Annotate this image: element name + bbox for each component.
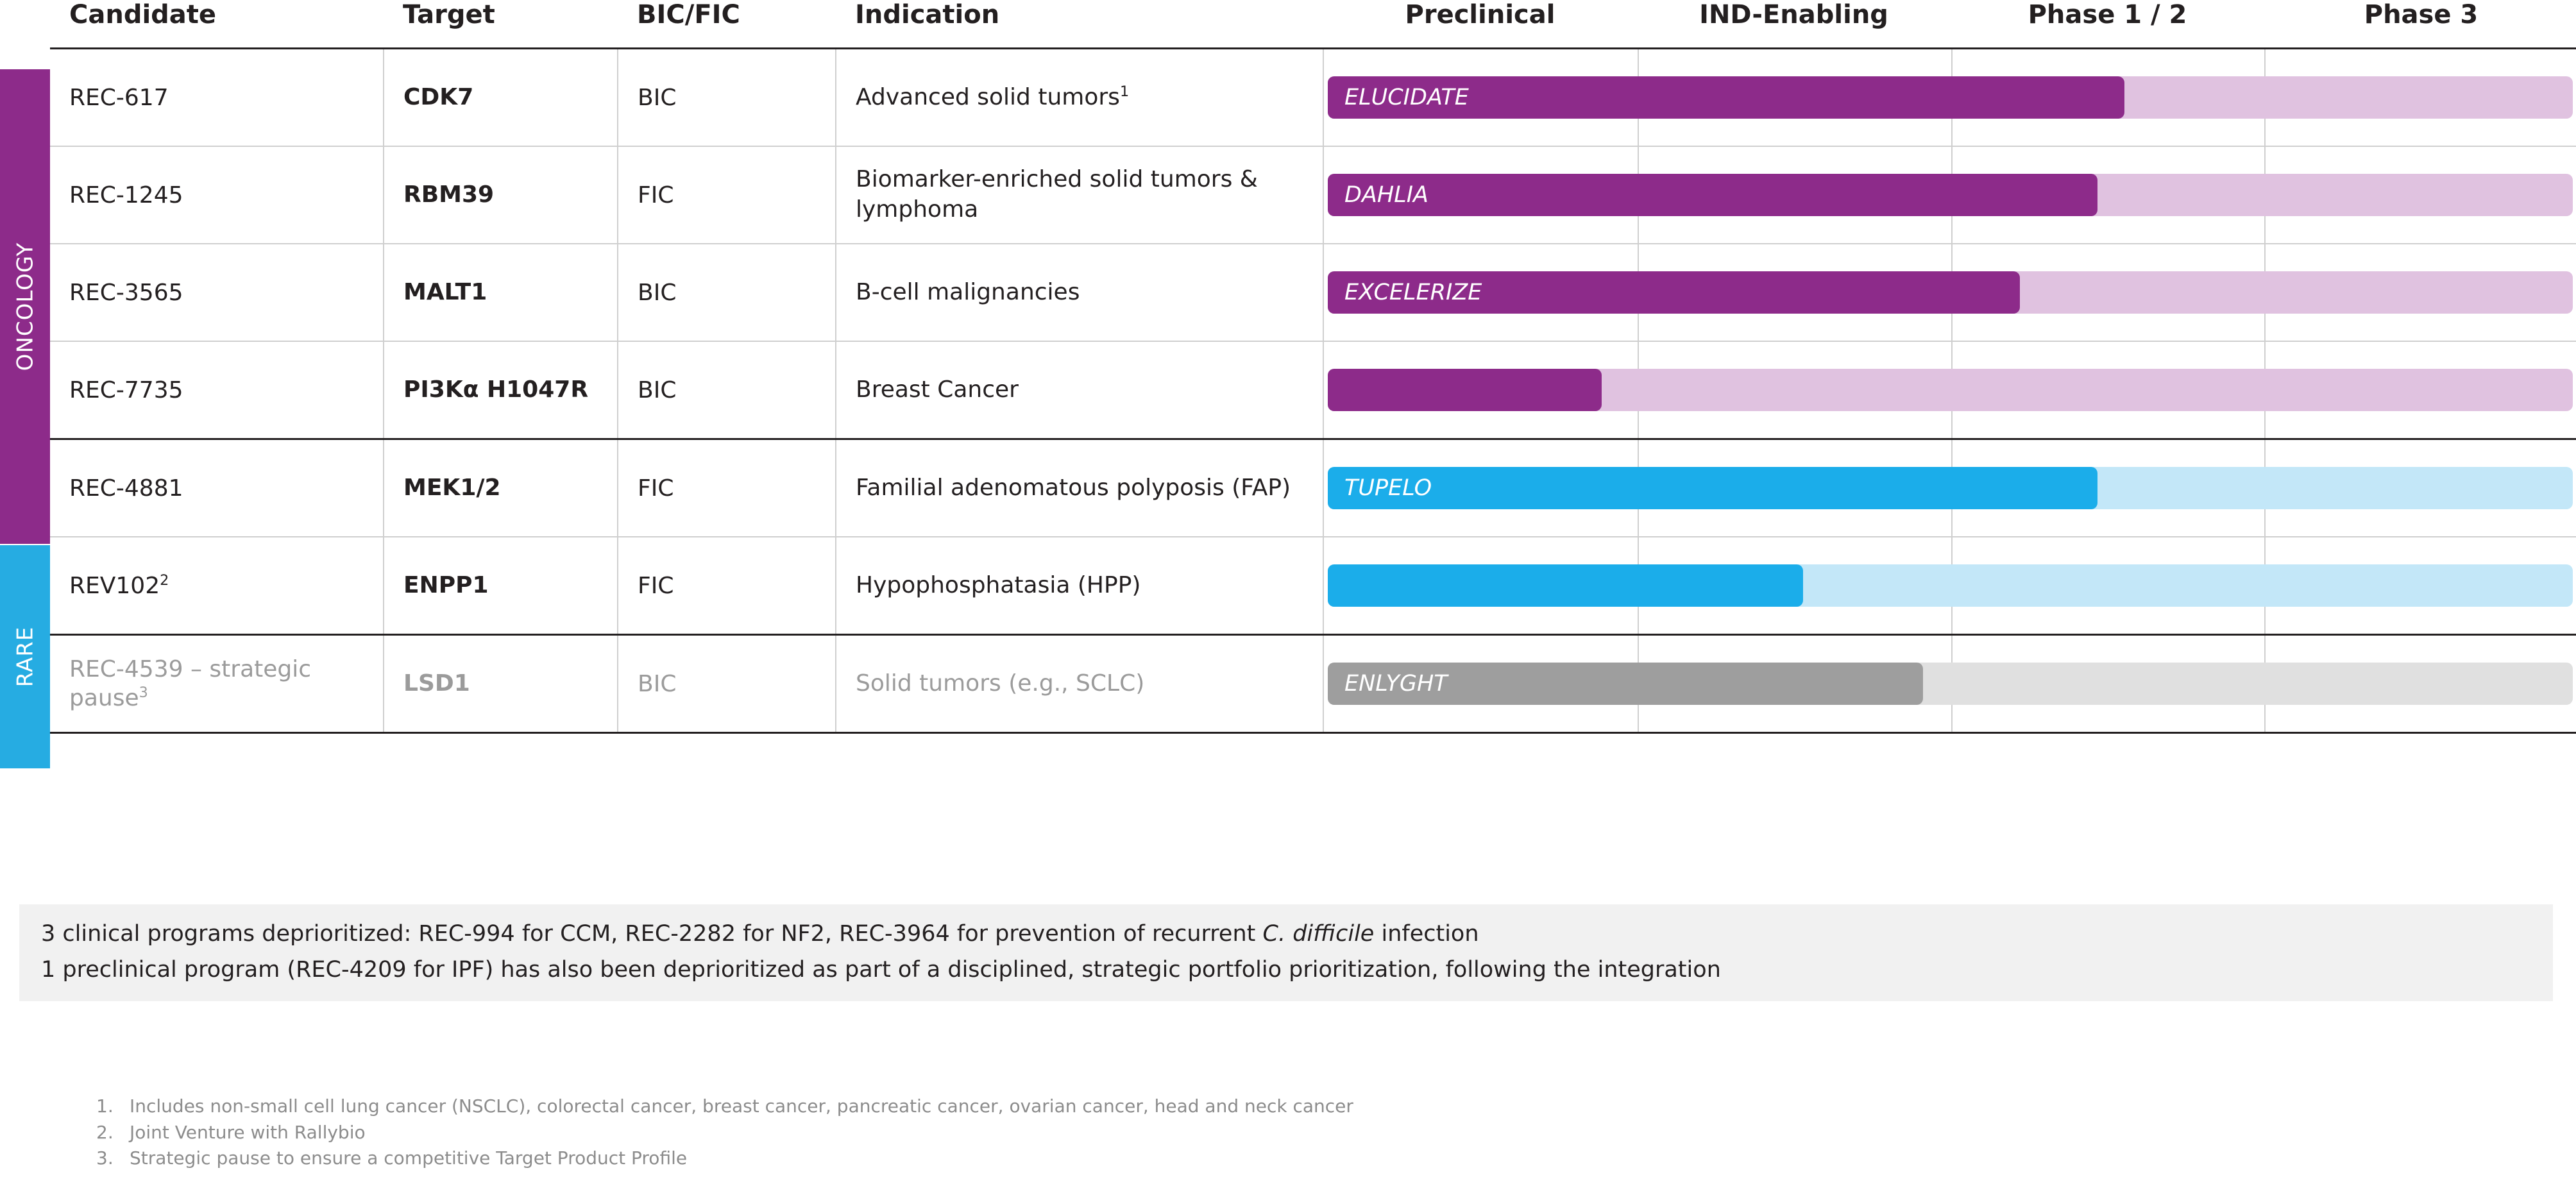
indication-footnote-ref: 1 xyxy=(1119,83,1130,100)
cell-indication xyxy=(836,49,1323,147)
column-header-indication: Indication xyxy=(855,0,1000,30)
table-row xyxy=(50,635,2576,733)
bar-wrapper xyxy=(1324,147,2576,243)
cell-indication xyxy=(836,439,1323,537)
category-rail-rare-label: RARE xyxy=(12,626,38,688)
footnote-text: Strategic pause to ensure a competitive Target Product Profile xyxy=(130,1147,688,1169)
footnote-item xyxy=(96,1120,2470,1146)
cell-bicfic: BIC xyxy=(618,341,836,439)
indication-text: Breast Cancer xyxy=(856,376,1019,403)
trial-name: ENLYGHT xyxy=(1344,671,1448,697)
note-line-1 xyxy=(41,920,2531,949)
trial-name: ELUCIDATE xyxy=(1344,85,1469,110)
cell-indication xyxy=(836,146,1323,244)
cell-progress-bar xyxy=(1323,244,2576,341)
progress-fill xyxy=(1328,564,1803,607)
progress-track xyxy=(1328,271,2573,314)
table-row xyxy=(50,244,2576,341)
footnote-number: 3. xyxy=(96,1147,114,1169)
notes-band xyxy=(19,904,2553,1001)
cell-bicfic: FIC xyxy=(618,439,836,537)
pipeline-table xyxy=(50,0,2576,734)
cell-target: CDK7 xyxy=(384,49,618,147)
cell-candidate xyxy=(50,49,384,147)
candidate-name: REC-1245 xyxy=(69,182,183,208)
cell-candidate xyxy=(50,146,384,244)
bar-wrapper xyxy=(1324,440,2576,536)
bar-wrapper xyxy=(1324,636,2576,732)
cell-progress-bar xyxy=(1323,341,2576,439)
indication-text: Familial adenomatous polyposis (FAP) xyxy=(856,474,1291,501)
note-line-1-part-a: 3 clinical programs deprioritized: REC-994 for CCM, REC-2282 for NF2, REC-3964 for prevention of recurrent xyxy=(41,921,1263,947)
cell-indication xyxy=(836,537,1323,635)
column-header-phase-1-2: Phase 1 / 2 xyxy=(2028,0,2187,30)
cell-target: MEK1/2 xyxy=(384,439,618,537)
cell-bicfic: FIC xyxy=(618,146,836,244)
cell-progress-bar xyxy=(1323,635,2576,733)
trial-name: EXCELERIZE xyxy=(1344,280,1482,305)
indication-text: Advanced solid tumors xyxy=(856,83,1120,110)
cell-indication xyxy=(836,635,1323,733)
candidate-name: REC-7735 xyxy=(69,376,183,403)
note-line-1-part-b: infection xyxy=(1374,921,1479,947)
progress-track xyxy=(1328,564,2573,607)
cell-target: MALT1 xyxy=(384,244,618,341)
bar-wrapper xyxy=(1324,537,2576,634)
candidate-name: REC-617 xyxy=(69,84,169,111)
header-row xyxy=(50,0,2576,49)
cell-target: LSD1 xyxy=(384,635,618,733)
bar-wrapper xyxy=(1324,342,2576,438)
table-row xyxy=(50,146,2576,244)
candidate-name: REC-4881 xyxy=(69,475,183,502)
cell-progress-bar xyxy=(1323,146,2576,244)
cell-bicfic: BIC xyxy=(618,49,836,147)
trial-name: DAHLIA xyxy=(1344,182,1428,208)
cell-target: ENPP1 xyxy=(384,537,618,635)
footnotes xyxy=(96,1094,2470,1172)
cell-target: RBM39 xyxy=(384,146,618,244)
progress-track xyxy=(1328,76,2573,119)
cell-candidate xyxy=(50,635,384,733)
bar-wrapper xyxy=(1324,244,2576,341)
footnote-item xyxy=(96,1094,2470,1120)
indication-text: B-cell malignancies xyxy=(856,278,1080,305)
column-header-phase-3: Phase 3 xyxy=(2364,0,2479,30)
cell-candidate xyxy=(50,244,384,341)
column-header-ind-enabling: IND-Enabling xyxy=(1699,0,1888,30)
note-line-1-italic: C. difficile xyxy=(1262,921,1375,947)
candidate-footnote-ref: 3 xyxy=(139,684,148,701)
progress-track xyxy=(1328,369,2573,411)
column-header-target: Target xyxy=(403,0,495,30)
cell-target: PI3Kα H1047R xyxy=(384,341,618,439)
cell-indication xyxy=(836,244,1323,341)
note-line-2: 1 preclinical program (REC-4209 for IPF) has also been deprioritized as part of a disciplined, strategic portfolio prioritization, following the integration xyxy=(41,956,1721,983)
progress-track xyxy=(1328,174,2573,216)
footnote-text: Joint Venture with Rallybio xyxy=(130,1121,366,1143)
progress-fill xyxy=(1328,271,2020,314)
footnote-text: Includes non-small cell lung cancer (NSCLC), colorectal cancer, breast cancer, pancreatic cancer, ovarian cancer, head and neck cancer xyxy=(130,1095,1353,1117)
table-header xyxy=(50,0,2576,49)
progress-fill xyxy=(1328,663,1923,705)
indication-text: Hypophosphatasia (HPP) xyxy=(856,571,1141,598)
indication-text: Biomarker-enriched solid tumors & lymphoma xyxy=(856,166,1258,223)
table-row xyxy=(50,439,2576,537)
candidate-name: REV102 xyxy=(69,572,160,599)
bar-wrapper xyxy=(1324,49,2576,146)
column-header-candidate: Candidate xyxy=(69,0,217,30)
cell-indication xyxy=(836,341,1323,439)
footnote-number: 1. xyxy=(96,1095,114,1117)
footnote-number: 2. xyxy=(96,1121,114,1143)
progress-track xyxy=(1328,467,2573,509)
cell-progress-bar xyxy=(1323,537,2576,635)
cell-candidate xyxy=(50,439,384,537)
progress-fill xyxy=(1328,369,1602,411)
category-rail-oncology xyxy=(0,69,50,544)
column-header-bicfic: BIC/FIC xyxy=(637,0,740,30)
indication-text: Solid tumors (e.g., SCLC) xyxy=(856,670,1145,697)
cell-candidate xyxy=(50,537,384,635)
cell-progress-bar xyxy=(1323,439,2576,537)
category-rail-oncology-label: ONCOLOGY xyxy=(12,242,38,371)
cell-bicfic: BIC xyxy=(618,244,836,341)
footnote-item xyxy=(96,1145,2470,1172)
cell-bicfic: FIC xyxy=(618,537,836,635)
column-header-preclinical: Preclinical xyxy=(1405,0,1555,30)
category-rail-rare xyxy=(0,545,50,768)
cell-candidate xyxy=(50,341,384,439)
candidate-name: REC-3565 xyxy=(69,279,183,306)
progress-fill xyxy=(1328,76,2124,119)
cell-bicfic: BIC xyxy=(618,635,836,733)
table-row xyxy=(50,49,2576,147)
cell-progress-bar xyxy=(1323,49,2576,147)
trial-name: TUPELO xyxy=(1344,475,1432,501)
table-body xyxy=(50,49,2576,733)
progress-fill xyxy=(1328,467,2097,509)
candidate-name: REC-4539 – strategic pause xyxy=(69,656,312,711)
candidate-footnote-ref: 2 xyxy=(160,571,169,589)
table-row xyxy=(50,341,2576,439)
progress-track xyxy=(1328,663,2573,705)
table-row xyxy=(50,537,2576,635)
progress-fill xyxy=(1328,174,2097,216)
